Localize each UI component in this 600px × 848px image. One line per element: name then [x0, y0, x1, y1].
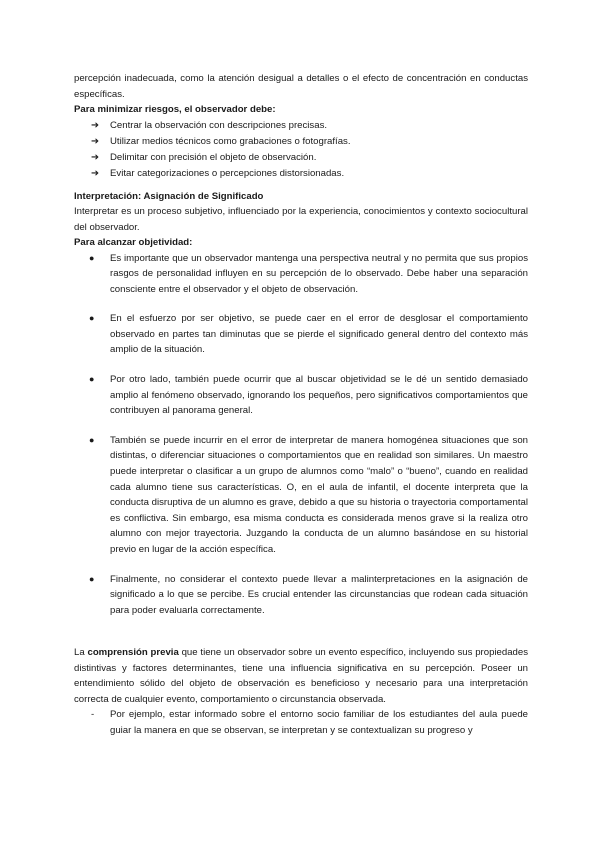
objectivity-heading: Para alcanzar objetividad:	[74, 237, 193, 248]
list-item-text: Finalmente, no considerar el contexto puede llevar a malinterpretaciones en la asignación de significado a lo que se percibe. Es crucial entender las circunstancias que rodean cada situación para poder evaluarla correctamente.	[110, 573, 528, 616]
prior-lead-text: La	[74, 647, 88, 659]
list-item-text: Por ejemplo, estar informado sobre el entorno socio familiar de los estudiantes del aula puede guiar la manera en que se observan, se interpretan y se contextualizan su progreso y	[110, 709, 528, 736]
list-item	[74, 118, 528, 134]
bullet-icon: ●	[89, 313, 95, 324]
list-item	[74, 433, 528, 558]
interpretation-paragraph: Interpretar es un proceso subjetivo, influenciado por la experiencia, conocimientos y contexto sociocultural del observador.	[74, 206, 528, 233]
list-item	[74, 372, 528, 419]
list-item-text: Utilizar medios técnicos como grabaciones o fotografías.	[110, 135, 351, 147]
list-item-text: Evitar categorizaciones o percepciones distorsionadas.	[110, 167, 345, 179]
list-item-text: En el esfuerzo por ser objetivo, se puede caer en el error de desglosar el comportamiento observado en partes tan diminutas que se pierde el significado general dentro del contexto más amplio de la situación.	[110, 313, 528, 356]
interpretation-heading: Interpretación: Asignación de Significado	[74, 190, 264, 202]
list-item	[74, 150, 528, 166]
arrow-icon: ➔	[91, 135, 100, 147]
list-item	[74, 251, 528, 298]
list-item	[74, 134, 528, 150]
list-item	[74, 311, 528, 358]
minimize-list	[74, 118, 528, 182]
intro-paragraph: percepción inadecuada, como la atención desigual a detalles o el efecto de concentración en conductas específicas.	[74, 73, 528, 100]
prior-understanding-paragraph	[74, 645, 528, 707]
prior-rest-text: que tiene un observador sobre un evento específico, incluyendo sus propiedades distintivas y factores determinantes, tiene una influencia significativa en su percepción. Poseer un entendimiento sólido del objeto de observación es beneficioso y necesario para una interpretación correcta de cualquier evento, comportamiento o circunstancia observada.	[74, 647, 529, 705]
list-item	[74, 166, 528, 182]
objectivity-list	[74, 251, 528, 619]
minimize-heading: Para minimizar riesgos, el observador debe:	[74, 104, 276, 115]
arrow-icon: ➔	[91, 119, 100, 131]
arrow-icon: ➔	[91, 167, 100, 179]
example-list	[74, 707, 528, 738]
list-item-text: Centrar la observación con descripciones precisas.	[110, 119, 328, 131]
list-item-text: Es importante que un observador mantenga una perspectiva neutral y no permita que sus propios rasgos de personalidad influyen en su percepción de lo observado. Debe haber una separación consciente entre el observador y el objeto de observación.	[110, 252, 528, 295]
list-item	[74, 572, 528, 619]
arrow-icon: ➔	[91, 151, 100, 163]
list-item	[74, 707, 528, 738]
bullet-icon: ●	[89, 252, 95, 263]
bullet-icon: ●	[89, 374, 95, 385]
dash-marker: -	[91, 709, 95, 721]
list-item-text: Por otro lado, también puede ocurrir que al buscar objetividad se le dé un sentido demasiado amplio al fenómeno observado, ignorando los pequeños, pero significativos comportamientos que contribuyen al panorama general.	[110, 374, 528, 417]
bullet-icon: ●	[89, 573, 95, 584]
list-item-text: Delimitar con precisión el objeto de observación.	[110, 151, 317, 163]
prior-bold-term: comprensión previa	[87, 647, 179, 659]
list-item-text: También se puede incurrir en el error de interpretar de manera homogénea situaciones que son distintas, o diferenciar situaciones o comportamientos que en realidad son similares. Un maestro puede interpretar o clasificar a un grupo de alumnos como “malo” o “bueno”, cuando en realidad cada alumno tiene sus características. O, en el aula de infantil, el docente interpreta que la conducta disruptiva de un alumno es grave, debido a que su historia o trayectoria comportamental es conflictiva. Sin embargo, esa misma conducta es considerada menos grave si la realiza otro alumno con mejor trayectoria. Juzgando la conducta de un alumno basándose en su historial previo en lugar de la acción específica.	[110, 434, 528, 555]
document-content	[74, 71, 528, 739]
bullet-icon: ●	[89, 434, 95, 445]
